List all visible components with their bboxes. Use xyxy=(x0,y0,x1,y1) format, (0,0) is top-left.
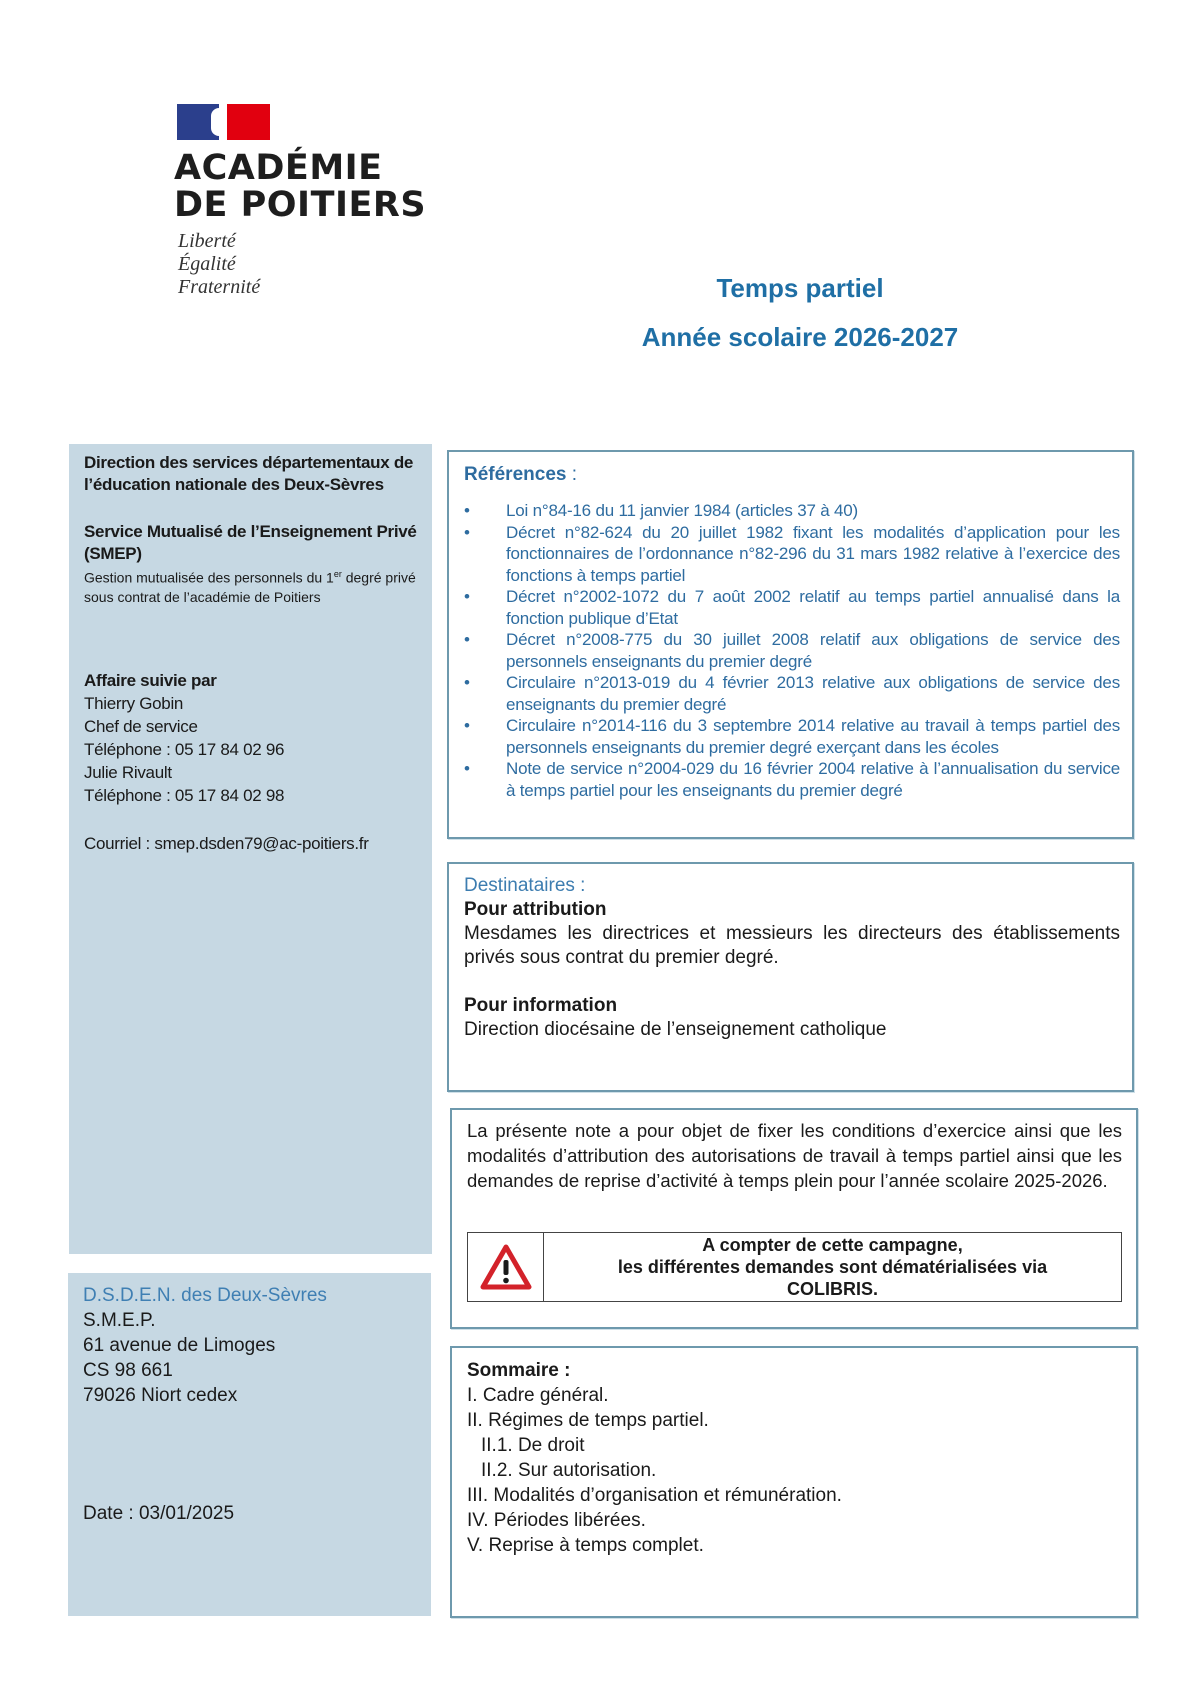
summary-item: I. Cadre général. xyxy=(467,1385,609,1406)
references-list xyxy=(464,500,1120,801)
contact-email[interactable]: Courriel : smep.dsden79@ac-poitiers.fr xyxy=(84,834,369,853)
summary-box xyxy=(450,1346,1138,1618)
summary-item: II. Régimes de temps partiel. xyxy=(467,1410,709,1431)
reference-item: • Circulaire n°2014-116 du 3 septembre 2014 relative au travail à temps partiel des personnels enseignants du premier degré exerçant dans les écoles xyxy=(464,715,1120,758)
summary-item: IV. Périodes libérées. xyxy=(467,1510,646,1531)
reference-item: • Note de service n°2004-029 du 16 février 2004 relative à l’annualisation du service à temps partiel pour les enseignants du premier degré xyxy=(464,758,1120,801)
document-subtitle: Année scolaire 2026-2027 xyxy=(641,322,959,352)
reference-item: • Décret n°2002-1072 du 7 août 2002 relatif au temps partiel annualisé dans la fonction publique d’Etat xyxy=(464,586,1120,629)
references-box xyxy=(447,450,1134,839)
colibris-warning xyxy=(467,1232,1122,1302)
purpose-box xyxy=(450,1108,1138,1329)
address-panel xyxy=(68,1273,431,1616)
service-name: Service Mutualisé de l’Enseignement Privé (SMEP) xyxy=(84,522,417,563)
academy-name-line2: DE POITIERS xyxy=(174,185,427,225)
attribution-heading: Pour attribution xyxy=(464,899,607,920)
address-line-4: 79026 Niort cedex xyxy=(83,1385,238,1406)
academy-name xyxy=(174,150,426,224)
recipients-heading: Destinataires : xyxy=(464,875,586,896)
information-text: Direction diocésaine de l’enseignement catholique xyxy=(464,1019,887,1040)
summary-item: III. Modalités d’organisation et rémunération. xyxy=(467,1485,842,1506)
address-line-2: 61 avenue de Limoges xyxy=(83,1335,276,1356)
information-heading: Pour information xyxy=(464,995,618,1016)
contact-phone-1: Téléphone : 05 17 84 02 96 xyxy=(84,740,285,759)
marianne-logo-flag xyxy=(177,104,270,140)
contact-heading: Affaire suivie par xyxy=(84,671,217,690)
republic-motto xyxy=(178,230,260,299)
address-line-3: CS 98 661 xyxy=(83,1360,173,1381)
sender-panel xyxy=(69,444,432,1254)
address-org: D.S.D.E.N. des Deux-Sèvres xyxy=(83,1285,327,1306)
references-heading: Références : xyxy=(464,464,578,485)
motto-liberte: Liberté xyxy=(178,230,236,252)
academy-name-line1: ACADÉMIE xyxy=(174,148,383,188)
summary-heading: Sommaire : xyxy=(467,1360,571,1381)
motto-egalite: Égalité xyxy=(178,253,236,275)
summary-subitem: II.2. Sur autorisation. xyxy=(481,1460,657,1481)
service-description: Gestion mutualisée des personnels du 1er degré privé sous contrat de l’académie de Poitiers xyxy=(84,569,416,605)
motto-fraternite: Fraternité xyxy=(178,276,261,298)
contact-name-1: Thierry Gobin xyxy=(84,694,184,713)
attribution-text: Mesdames les directrices et messieurs les directeurs des établissements privés sous contrat du premier degré. xyxy=(464,923,1120,968)
warning-text: A compter de cette campagne, les différentes demandes sont dématérialisées via COLIBRIS. xyxy=(617,1235,1048,1299)
contact-phone-2: Téléphone : 05 17 84 02 98 xyxy=(84,786,285,805)
recipients-box xyxy=(447,862,1134,1092)
sender-direction: Direction des services départementaux de l’éducation nationale des Deux-Sèvres xyxy=(84,453,414,494)
purpose-text: La présente note a pour objet de fixer les conditions d’exercice ainsi que les modalités d’attribution des autorisations de travail à temps partiel ainsi que les demandes de reprise d’activité à temps plein pour l’année scolaire 2025-2026. xyxy=(467,1120,1122,1191)
reference-item: • Loi n°84-16 du 11 janvier 1984 (articles 37 à 40) xyxy=(464,500,1120,522)
reference-item: • Décret n°2008-775 du 30 juillet 2008 relatif aux obligations de service des personnels enseignants du premier degré xyxy=(464,629,1120,672)
contact-role-1: Chef de service xyxy=(84,717,198,736)
address-line-1: S.M.E.P. xyxy=(83,1310,156,1331)
document-date: Date : 03/01/2025 xyxy=(83,1503,235,1524)
reference-item: • Circulaire n°2013-019 du 4 février 2013 relative aux obligations de service des enseignants du premier degré xyxy=(464,672,1120,715)
summary-item: V. Reprise à temps complet. xyxy=(467,1535,704,1556)
summary-subitem: II.1. De droit xyxy=(481,1435,585,1456)
contact-name-2: Julie Rivault xyxy=(84,763,172,782)
reference-item: • Décret n°82-624 du 20 juillet 1982 fixant les modalités d’application pour les fonctionnaires de l’ordonnance n°82-296 du 31 mars 1982 relative à l’exercice des fonctions à temps partiel xyxy=(464,522,1120,587)
warning-triangle-icon xyxy=(468,1233,544,1301)
document-title: Temps partiel xyxy=(716,273,884,303)
